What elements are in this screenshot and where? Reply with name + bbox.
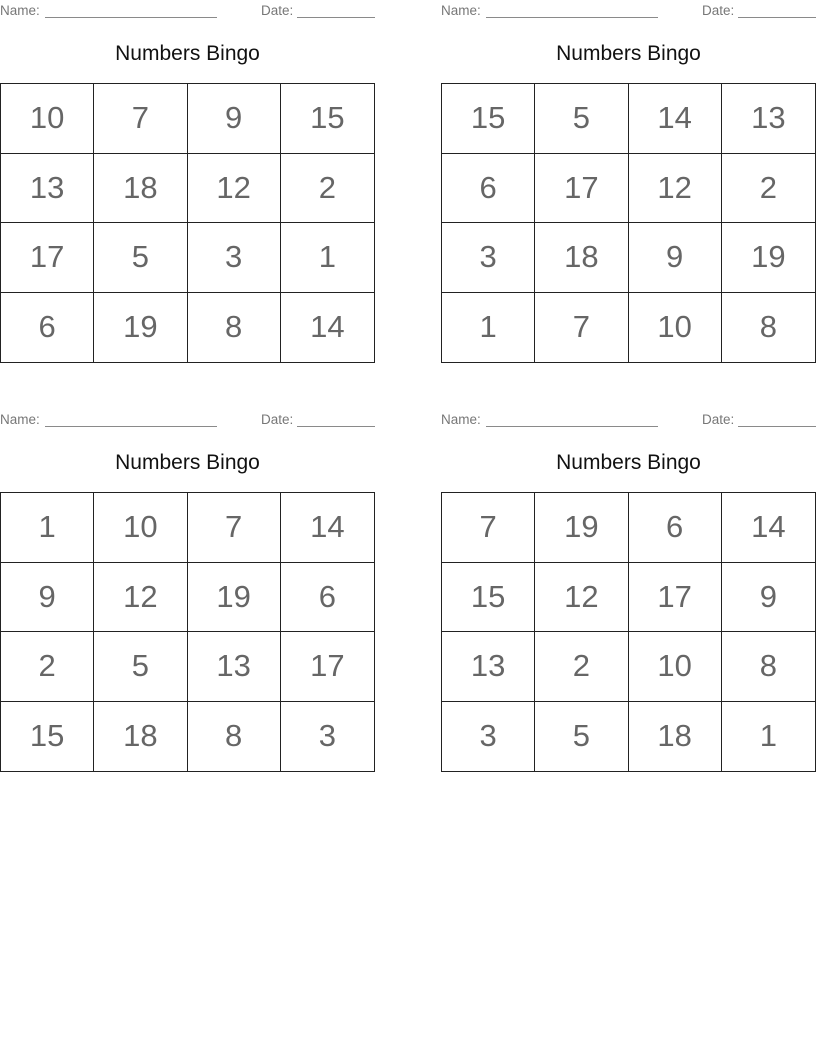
bingo-cell: 2 [281, 154, 374, 224]
bingo-cell: 6 [1, 293, 94, 363]
bingo-cell: 14 [281, 493, 374, 563]
bingo-cell: 15 [442, 563, 535, 633]
date-label: Date: [261, 3, 294, 18]
bingo-card [441, 409, 816, 754]
bingo-cell: 3 [442, 702, 535, 772]
card-title: Numbers Bingo [115, 451, 260, 474]
bingo-cell: 6 [281, 563, 374, 633]
bingo-cell: 13 [188, 632, 281, 702]
bingo-cell: 19 [188, 563, 281, 633]
date-blank-line[interactable] [738, 17, 816, 18]
bingo-cell: 15 [1, 702, 94, 772]
bingo-cell: 10 [94, 493, 187, 563]
bingo-cell: 5 [535, 702, 628, 772]
bingo-cell: 19 [722, 223, 815, 293]
bingo-cell: 9 [629, 223, 722, 293]
bingo-cell: 7 [442, 493, 535, 563]
bingo-cell: 6 [442, 154, 535, 224]
bingo-cell: 1 [442, 293, 535, 363]
card-header-fields [441, 0, 816, 20]
bingo-cell: 9 [1, 563, 94, 633]
bingo-grid [441, 492, 816, 772]
bingo-cell: 5 [94, 632, 187, 702]
bingo-cell: 2 [1, 632, 94, 702]
bingo-cell: 7 [94, 84, 187, 154]
bingo-cell: 10 [629, 632, 722, 702]
bingo-cell: 2 [535, 632, 628, 702]
bingo-cell: 17 [535, 154, 628, 224]
bingo-cell: 17 [1, 223, 94, 293]
bingo-cell: 10 [629, 293, 722, 363]
bingo-cell: 1 [1, 493, 94, 563]
bingo-cell: 14 [310, 309, 345, 345]
bingo-cell: 10 [1, 84, 94, 154]
bingo-cell: 3 [188, 223, 281, 293]
bingo-card [0, 409, 375, 754]
date-blank-line[interactable] [297, 426, 375, 427]
bingo-cell: 9 [722, 563, 815, 633]
bingo-card [0, 0, 375, 345]
card-title: Numbers Bingo [556, 451, 701, 474]
bingo-cell: 18 [94, 154, 187, 224]
date-blank-line[interactable] [738, 426, 816, 427]
name-blank-line[interactable] [486, 426, 658, 427]
bingo-cell: 1 [281, 223, 374, 293]
bingo-cell: 8 [188, 293, 281, 363]
card-title: Numbers Bingo [115, 42, 260, 65]
date-blank-line[interactable] [297, 17, 375, 18]
bingo-cell: 12 [188, 154, 281, 224]
bingo-cell: 6 [629, 493, 722, 563]
bingo-cell: 12 [535, 563, 628, 633]
bingo-cell: 5 [94, 223, 187, 293]
bingo-cell: 19 [94, 293, 187, 363]
bingo-cell: 17 [281, 632, 374, 702]
bingo-cell: 15 [281, 84, 374, 154]
bingo-cell: 8 [188, 702, 281, 772]
bingo-cell: 12 [629, 154, 722, 224]
bingo-cell: 13 [722, 84, 815, 154]
card-header-fields [0, 0, 375, 20]
bingo-cell: 12 [94, 563, 187, 633]
bingo-cell: 19 [535, 493, 628, 563]
bingo-cell: 14 [629, 84, 722, 154]
bingo-card [441, 0, 816, 345]
bingo-grid [0, 83, 375, 363]
name-blank-line[interactable] [45, 17, 217, 18]
bingo-cell: 18 [629, 702, 722, 772]
name-label: Name: [0, 412, 40, 427]
bingo-cell: 15 [442, 84, 535, 154]
name-label: Name: [441, 412, 481, 427]
bingo-cell: 18 [535, 223, 628, 293]
bingo-cell: 8 [722, 632, 815, 702]
bingo-grid [0, 492, 375, 772]
bingo-cell: 9 [188, 84, 281, 154]
date-label: Date: [702, 3, 735, 18]
bingo-cell: 14 [722, 493, 815, 563]
card-header-fields [441, 409, 816, 429]
name-blank-line[interactable] [486, 17, 658, 18]
bingo-cell: 1 [759, 718, 777, 754]
bingo-cell: 7 [188, 493, 281, 563]
bingo-cell: 13 [442, 632, 535, 702]
date-label: Date: [261, 412, 294, 427]
bingo-cell: 2 [722, 154, 815, 224]
bingo-cell: 13 [1, 154, 94, 224]
bingo-cell: 3 [318, 718, 336, 754]
bingo-cell: 3 [442, 223, 535, 293]
bingo-cell: 18 [94, 702, 187, 772]
card-header-fields [0, 409, 375, 429]
date-label: Date: [702, 412, 735, 427]
bingo-cell: 8 [759, 309, 777, 345]
bingo-grid [441, 83, 816, 363]
bingo-cell: 7 [535, 293, 628, 363]
bingo-cell: 5 [535, 84, 628, 154]
name-blank-line[interactable] [45, 426, 217, 427]
card-title: Numbers Bingo [556, 42, 701, 65]
name-label: Name: [0, 3, 40, 18]
bingo-cell: 17 [629, 563, 722, 633]
name-label: Name: [441, 3, 481, 18]
